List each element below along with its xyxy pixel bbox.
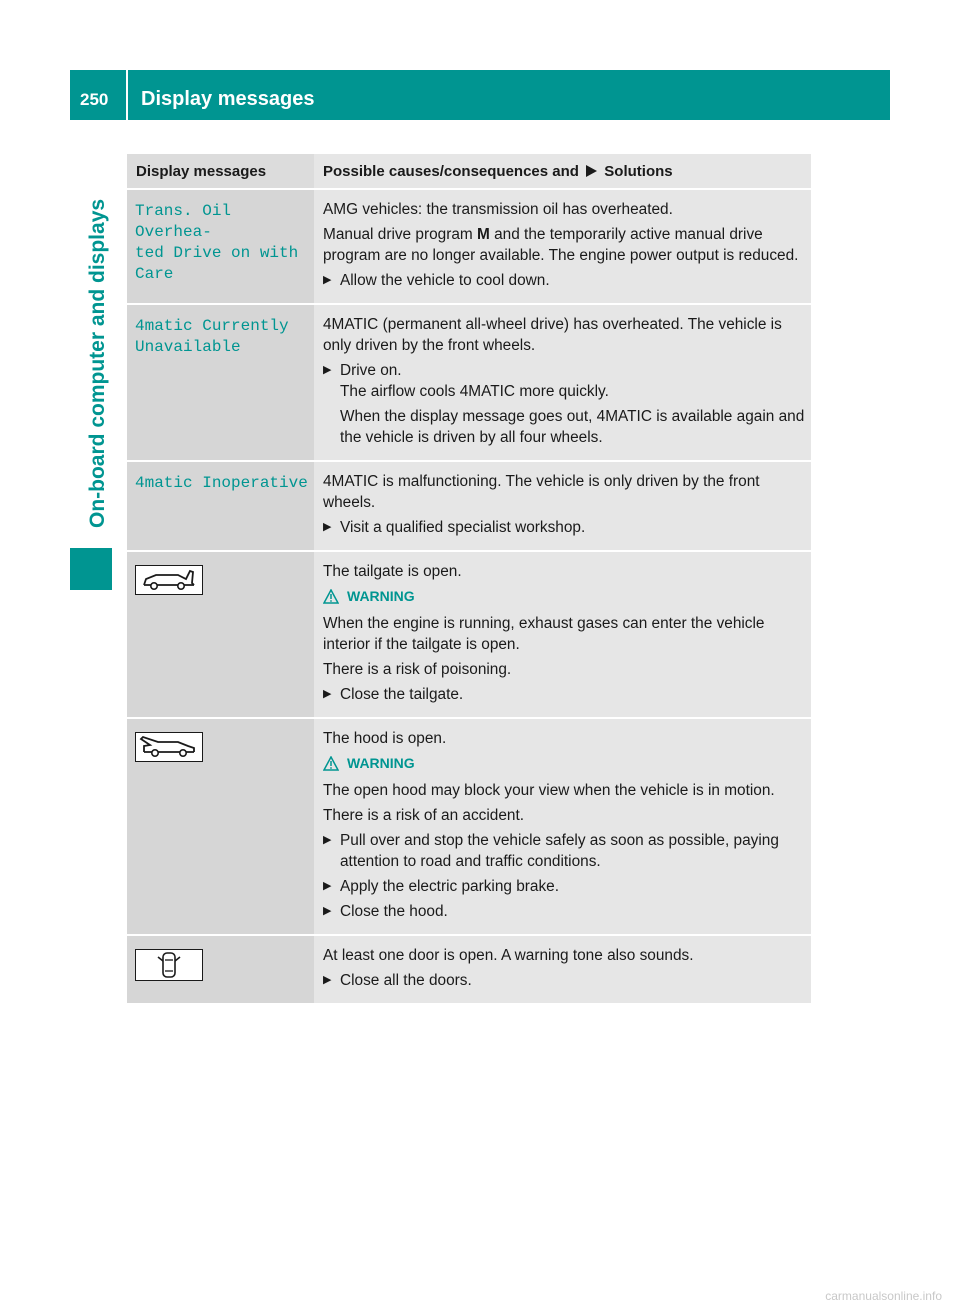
cause-text-part: Manual drive program <box>323 226 477 243</box>
cause-text: At least one door is open. A warning tone also sounds. <box>323 947 694 964</box>
warning-heading <box>323 586 805 607</box>
message-solution <box>314 935 811 1004</box>
solution-step <box>323 876 805 897</box>
step-text: Pull over and stop the vehicle safely as soon as possible, paying attention to road and traffic conditions. <box>340 832 779 870</box>
message-solution <box>314 718 811 935</box>
header-divider <box>126 70 128 120</box>
step-arrow-icon: ▶ <box>323 521 332 533</box>
hood-open-icon <box>135 732 203 762</box>
cause-text: 4MATIC is malfunctioning. The vehicle is only driven by the front wheels. <box>323 473 760 511</box>
message-code-line: ted Drive on with <box>135 244 299 262</box>
step-text: Visit a qualified specialist workshop. <box>340 519 586 536</box>
table-header-row <box>127 154 811 189</box>
solution-step <box>323 830 805 872</box>
column-header-solutions-text: Possible causes/consequences and <box>323 162 579 180</box>
table-row <box>127 935 811 1004</box>
solution-step <box>323 360 805 448</box>
step-text-continued: The airflow cools 4MATIC more quickly. <box>340 383 609 400</box>
tailgate-open-icon <box>135 565 203 595</box>
column-header-solutions <box>314 154 811 189</box>
section-tab-label: On-board computer and displays <box>86 198 109 528</box>
table-row <box>127 551 811 718</box>
door-open-icon <box>135 949 203 981</box>
page-title: Display messages <box>141 88 315 110</box>
warning-heading <box>323 753 805 774</box>
message-key <box>127 461 314 551</box>
message-solution <box>314 304 811 461</box>
step-text: Drive on. <box>340 362 402 379</box>
message-code-line: Care <box>135 265 174 283</box>
solution-step <box>323 901 805 922</box>
message-key <box>127 304 314 461</box>
step-arrow-icon: ▶ <box>323 834 332 846</box>
solution-step <box>323 684 805 705</box>
warning-text: The open hood may block your view when the vehicle is in motion. <box>323 782 775 799</box>
message-code-line: 4matic Currently <box>135 317 289 335</box>
message-key <box>127 935 314 1004</box>
table-row <box>127 189 811 304</box>
page-number: 250 <box>80 90 109 109</box>
step-arrow-icon: ▶ <box>323 974 332 986</box>
message-key <box>127 551 314 718</box>
warning-label: WARNING <box>347 588 415 604</box>
warning-label: WARNING <box>347 755 415 771</box>
step-arrow-icon: ▶ <box>323 880 332 892</box>
message-solution <box>314 461 811 551</box>
table-row <box>127 304 811 461</box>
message-key <box>127 189 314 304</box>
solution-step <box>323 517 805 538</box>
step-arrow-icon: ▶ <box>323 905 332 917</box>
step-text-continued: When the display message goes out, 4MATIC is available again and the vehicle is driven by all four wheels. <box>340 408 805 446</box>
step-text: Apply the electric parking brake. <box>340 878 560 895</box>
warning-triangle-icon <box>323 756 339 771</box>
step-text: Close the tailgate. <box>340 686 464 703</box>
warning-text: There is a risk of poisoning. <box>323 661 512 678</box>
cause-text-part: and the temporarily active manual drive program are no longer available. The engine power output is reduced. <box>323 226 799 264</box>
step-arrow-icon: ▶ <box>323 688 332 700</box>
warning-text: There is a risk of an accident. <box>323 807 525 824</box>
warning-text: When the engine is running, exhaust gases can enter the vehicle interior if the tailgate is open. <box>323 615 765 653</box>
solution-step <box>323 970 805 991</box>
play-arrow-icon <box>586 165 597 177</box>
column-header-solutions-suffix: Solutions <box>604 162 673 180</box>
step-arrow-icon: ▶ <box>323 364 332 376</box>
table-row <box>127 718 811 935</box>
warning-triangle-icon <box>323 589 339 604</box>
message-solution <box>314 189 811 304</box>
message-code-line: Unavailable <box>135 338 241 356</box>
message-code-line: 4matic Inoperative <box>135 474 308 492</box>
step-text: Close all the doors. <box>340 972 472 989</box>
table-row <box>127 461 811 551</box>
step-arrow-icon: ▶ <box>323 274 332 286</box>
watermark <box>0 1289 960 1303</box>
message-code-line: Trans. Oil Overhea‐ <box>135 202 232 241</box>
step-text: Allow the vehicle to cool down. <box>340 272 550 289</box>
cause-text: The tailgate is open. <box>323 563 462 580</box>
message-key <box>127 718 314 935</box>
column-header-messages: Display messages <box>127 154 314 189</box>
cause-text: AMG vehicles: the transmission oil has overheated. <box>323 201 673 218</box>
cause-text: 4MATIC (permanent all-wheel drive) has overheated. The vehicle is only driven by the front wheels. <box>323 316 782 354</box>
watermark-text: carmanualsonline.info <box>825 1289 942 1303</box>
display-messages-table <box>127 154 811 1005</box>
solution-step <box>323 270 805 291</box>
cause-text <box>323 224 805 266</box>
cause-text: The hood is open. <box>323 730 447 747</box>
message-solution <box>314 551 811 718</box>
drive-program-label: M <box>476 226 490 243</box>
step-text: Close the hood. <box>340 903 448 920</box>
section-tab-marker <box>70 548 112 590</box>
